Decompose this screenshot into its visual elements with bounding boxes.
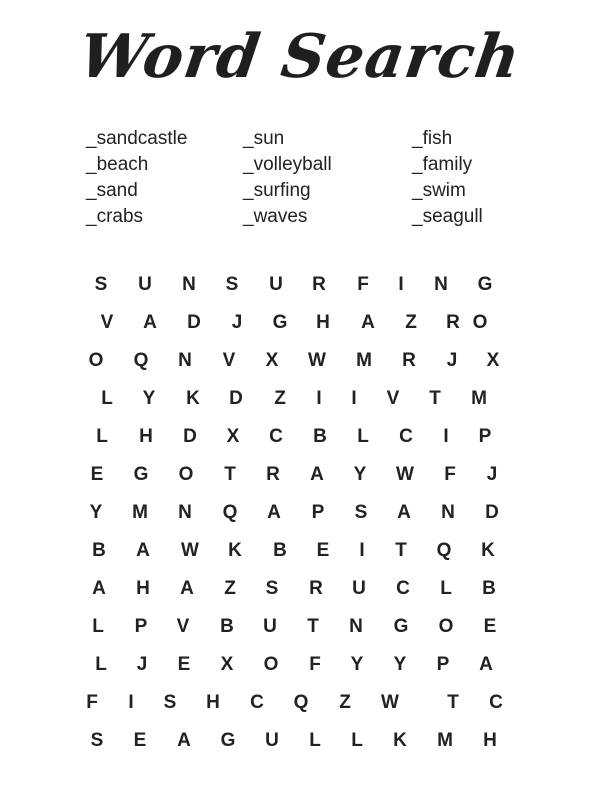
grid-letter: Y <box>350 654 364 675</box>
grid-letter: R <box>312 274 326 295</box>
word-item: _swim <box>412 180 466 201</box>
word-item: _waves <box>243 206 308 227</box>
grid-letter: U <box>352 578 366 599</box>
grid-letter: S <box>265 578 279 599</box>
grid-row <box>0 684 600 722</box>
grid-letter: V <box>100 312 114 333</box>
grid-letter: Z <box>274 388 286 409</box>
grid-letter: H <box>136 578 150 599</box>
grid-row <box>0 722 600 760</box>
grid-letter: Q <box>222 502 238 523</box>
grid-letter: I <box>351 388 357 409</box>
grid-letter: P <box>311 502 325 523</box>
grid-letter: B <box>92 540 106 561</box>
grid-letter: T <box>307 616 319 637</box>
grid-letter: G <box>272 312 288 333</box>
grid-letter: I <box>128 692 134 713</box>
grid-letter: X <box>486 350 500 371</box>
grid-row <box>0 266 600 304</box>
page-title: Word Search <box>75 22 525 92</box>
grid-letter: P <box>436 654 450 675</box>
grid-letter: G <box>220 730 236 751</box>
word-item: _volleyball <box>243 154 332 175</box>
grid-letter: T <box>447 692 459 713</box>
grid-letter: C <box>269 426 283 447</box>
grid-letter: Q <box>436 540 452 561</box>
grid-letter: H <box>139 426 153 447</box>
grid-letter: T <box>395 540 407 561</box>
word-list-column-3 <box>412 126 483 230</box>
grid-row <box>0 646 600 684</box>
grid-letter: D <box>485 502 499 523</box>
grid-letter: J <box>231 312 243 333</box>
grid-letter: R <box>309 578 323 599</box>
grid-letter: I <box>359 540 365 561</box>
grid-letter: J <box>486 464 498 485</box>
grid-letter: L <box>92 616 104 637</box>
grid-letter: Z <box>405 312 417 333</box>
word-item: _surfing <box>243 180 311 201</box>
grid-letter: U <box>269 274 283 295</box>
grid-letter: L <box>96 426 108 447</box>
grid-letter: G <box>477 274 493 295</box>
grid-letter: T <box>429 388 441 409</box>
grid-letter: P <box>478 426 492 447</box>
grid-letter: B <box>482 578 496 599</box>
grid-letter: B <box>313 426 327 447</box>
grid-letter: Y <box>393 654 407 675</box>
grid-letter: M <box>132 502 148 523</box>
grid-letter: J <box>136 654 148 675</box>
grid-letter: B <box>220 616 234 637</box>
grid-letter: A <box>92 578 106 599</box>
grid-letter: E <box>483 616 497 637</box>
word-item: _fish <box>412 128 453 149</box>
grid-letter: X <box>226 426 240 447</box>
grid-letter: F <box>444 464 456 485</box>
grid-letter: N <box>178 502 192 523</box>
grid-letter: S <box>163 692 177 713</box>
grid-letter: I <box>443 426 449 447</box>
grid-letter: C <box>489 692 503 713</box>
letter-grid <box>0 266 600 760</box>
grid-letter: L <box>351 730 363 751</box>
grid-letter: K <box>186 388 200 409</box>
grid-letter: M <box>471 388 487 409</box>
grid-letter: K <box>481 540 495 561</box>
grid-letter: A <box>479 654 493 675</box>
grid-letter: O <box>472 312 488 333</box>
grid-letter: W <box>396 464 414 485</box>
grid-letter: L <box>95 654 107 675</box>
grid-letter: A <box>143 312 157 333</box>
grid-letter: L <box>309 730 321 751</box>
grid-letter: E <box>177 654 191 675</box>
grid-letter: K <box>393 730 407 751</box>
grid-letter: S <box>354 502 368 523</box>
grid-row <box>0 532 600 570</box>
grid-letter: Y <box>89 502 103 523</box>
grid-letter: P <box>134 616 148 637</box>
grid-letter: X <box>265 350 279 371</box>
grid-letter: U <box>263 616 277 637</box>
grid-letter: Y <box>142 388 156 409</box>
grid-letter: T <box>224 464 236 485</box>
grid-row <box>0 304 600 342</box>
grid-row <box>0 380 600 418</box>
grid-letter: O <box>88 350 104 371</box>
grid-letter: F <box>357 274 369 295</box>
grid-row <box>0 608 600 646</box>
grid-letter: V <box>386 388 400 409</box>
word-item: _seagull <box>412 206 483 227</box>
word-item: _family <box>412 154 473 175</box>
word-item: _beach <box>86 154 149 175</box>
grid-letter: K <box>228 540 242 561</box>
word-item: _crabs <box>86 206 144 227</box>
grid-letter: F <box>309 654 321 675</box>
word-list-column-2 <box>243 126 332 230</box>
grid-letter: N <box>434 274 448 295</box>
grid-letter: E <box>90 464 104 485</box>
grid-letter: S <box>94 274 108 295</box>
grid-letter: L <box>357 426 369 447</box>
grid-letter: A <box>361 312 375 333</box>
word-item: _sand <box>86 180 138 201</box>
grid-letter: S <box>90 730 104 751</box>
grid-row <box>0 494 600 532</box>
grid-letter: O <box>263 654 279 675</box>
grid-letter: U <box>265 730 279 751</box>
grid-letter: A <box>136 540 150 561</box>
grid-letter: L <box>440 578 452 599</box>
grid-letter: O <box>438 616 454 637</box>
grid-letter: W <box>308 350 326 371</box>
grid-letter: E <box>133 730 147 751</box>
grid-letter: L <box>101 388 113 409</box>
grid-letter: C <box>250 692 264 713</box>
grid-letter: V <box>176 616 190 637</box>
grid-letter: I <box>316 388 322 409</box>
grid-letter: Q <box>293 692 309 713</box>
grid-letter: Y <box>353 464 367 485</box>
grid-letter: H <box>483 730 497 751</box>
grid-row <box>0 418 600 456</box>
grid-letter: W <box>381 692 399 713</box>
grid-letter: G <box>133 464 149 485</box>
grid-letter: A <box>310 464 324 485</box>
word-item: _sun <box>243 128 285 149</box>
grid-letter: A <box>397 502 411 523</box>
grid-letter: N <box>441 502 455 523</box>
grid-letter: S <box>225 274 239 295</box>
grid-letter: F <box>86 692 98 713</box>
grid-letter: Q <box>133 350 149 371</box>
grid-letter: D <box>187 312 201 333</box>
grid-letter: C <box>399 426 413 447</box>
grid-letter: N <box>349 616 363 637</box>
grid-letter: Z <box>224 578 236 599</box>
word-item: _sandcastle <box>86 128 188 149</box>
grid-letter: R <box>446 312 460 333</box>
word-list-column-1 <box>86 126 187 230</box>
grid-letter: X <box>220 654 234 675</box>
grid-letter: I <box>398 274 404 295</box>
grid-row <box>0 456 600 494</box>
grid-letter: C <box>396 578 410 599</box>
grid-letter: M <box>356 350 372 371</box>
grid-letter: W <box>181 540 199 561</box>
grid-letter: A <box>267 502 281 523</box>
grid-letter: U <box>138 274 152 295</box>
grid-letter: J <box>446 350 458 371</box>
grid-letter: H <box>316 312 330 333</box>
grid-letter: V <box>222 350 236 371</box>
grid-row <box>0 342 600 380</box>
grid-letter: B <box>273 540 287 561</box>
grid-letter: H <box>206 692 220 713</box>
grid-letter: R <box>402 350 416 371</box>
grid-letter: G <box>393 616 409 637</box>
grid-letter: E <box>316 540 330 561</box>
grid-letter: M <box>437 730 453 751</box>
grid-letter: N <box>178 350 192 371</box>
grid-letter: N <box>182 274 196 295</box>
grid-letter: A <box>177 730 191 751</box>
grid-letter: D <box>183 426 197 447</box>
grid-row <box>0 570 600 608</box>
grid-letter: R <box>266 464 280 485</box>
grid-letter: A <box>180 578 194 599</box>
grid-letter: Z <box>339 692 351 713</box>
grid-letter: D <box>229 388 243 409</box>
grid-letter: O <box>178 464 194 485</box>
